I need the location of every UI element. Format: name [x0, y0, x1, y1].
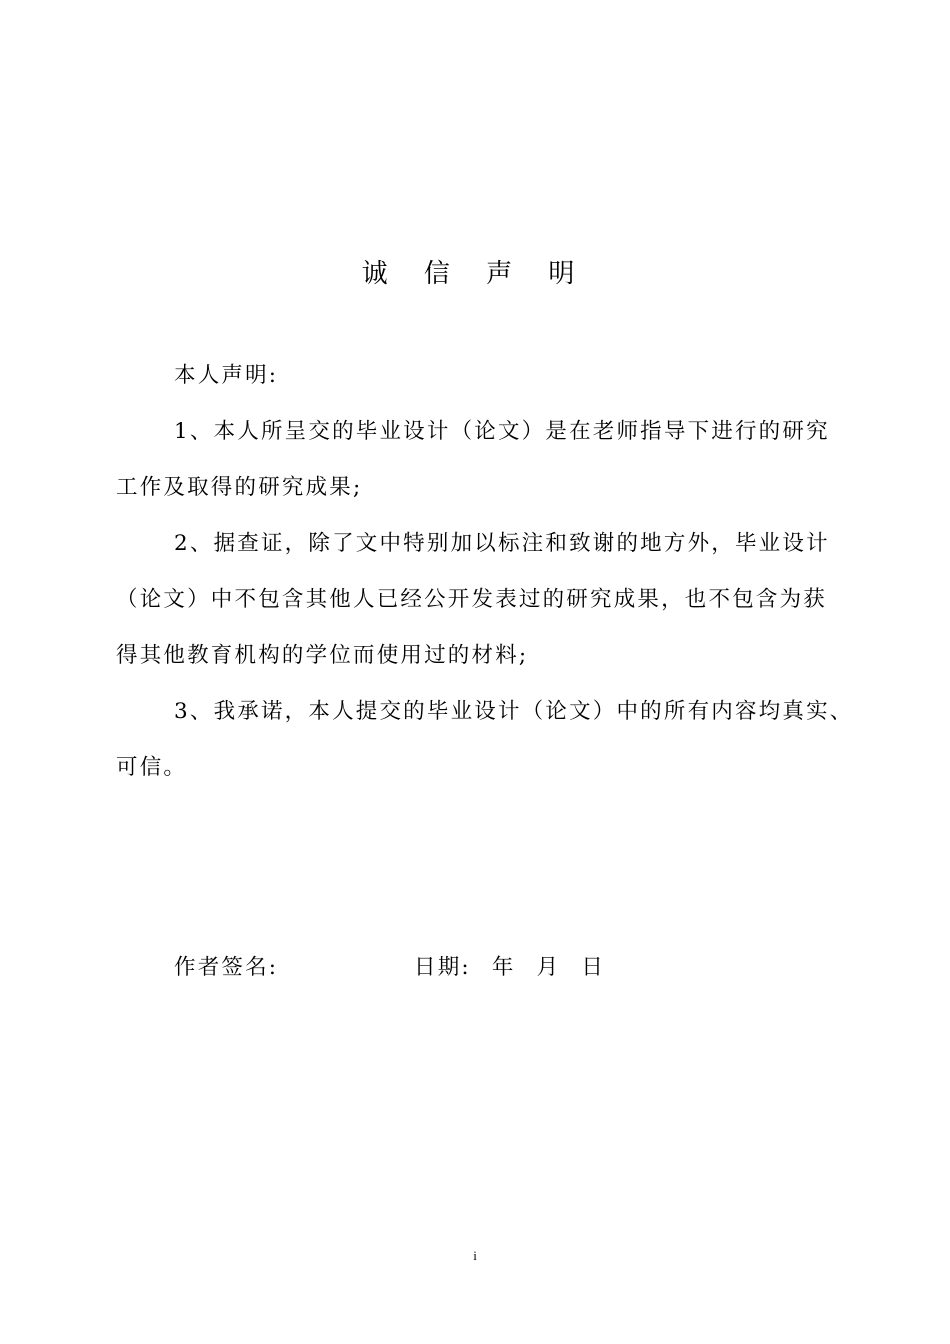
statement-2-line-1: 2、据查证，除了文中特别加以标注和致谢的地方外，毕业设计 — [174, 531, 830, 556]
statement-1-line-1: 1、本人所呈交的毕业设计（论文）是在老师指导下进行的研究 — [174, 419, 830, 444]
signature-label: 作者签名: — [174, 955, 279, 980]
date-label: 日期: — [414, 955, 471, 980]
statement-3-line-1: 3、我承诺，本人提交的毕业设计（论文）中的所有内容均真实、 — [174, 699, 854, 724]
date-month: 月 — [536, 955, 561, 980]
intro-text: 本人声明: — [174, 363, 279, 388]
statement-3-line-2: 可信。 — [116, 755, 188, 780]
page-title: 诚 信 声 明 — [361, 259, 589, 289]
statement-1-line-2: 工作及取得的研究成果; — [116, 475, 363, 500]
page-number: i — [473, 1248, 477, 1263]
date-year: 年 — [491, 955, 516, 980]
date-block — [414, 953, 617, 983]
statement-2-line-3: 得其他教育机构的学位而使用过的材料; — [116, 643, 529, 668]
date-day: 日 — [581, 955, 606, 980]
statement-2-line-2: （论文）中不包含其他人已经公开发表过的研究成果，也不包含为获 — [116, 587, 828, 612]
